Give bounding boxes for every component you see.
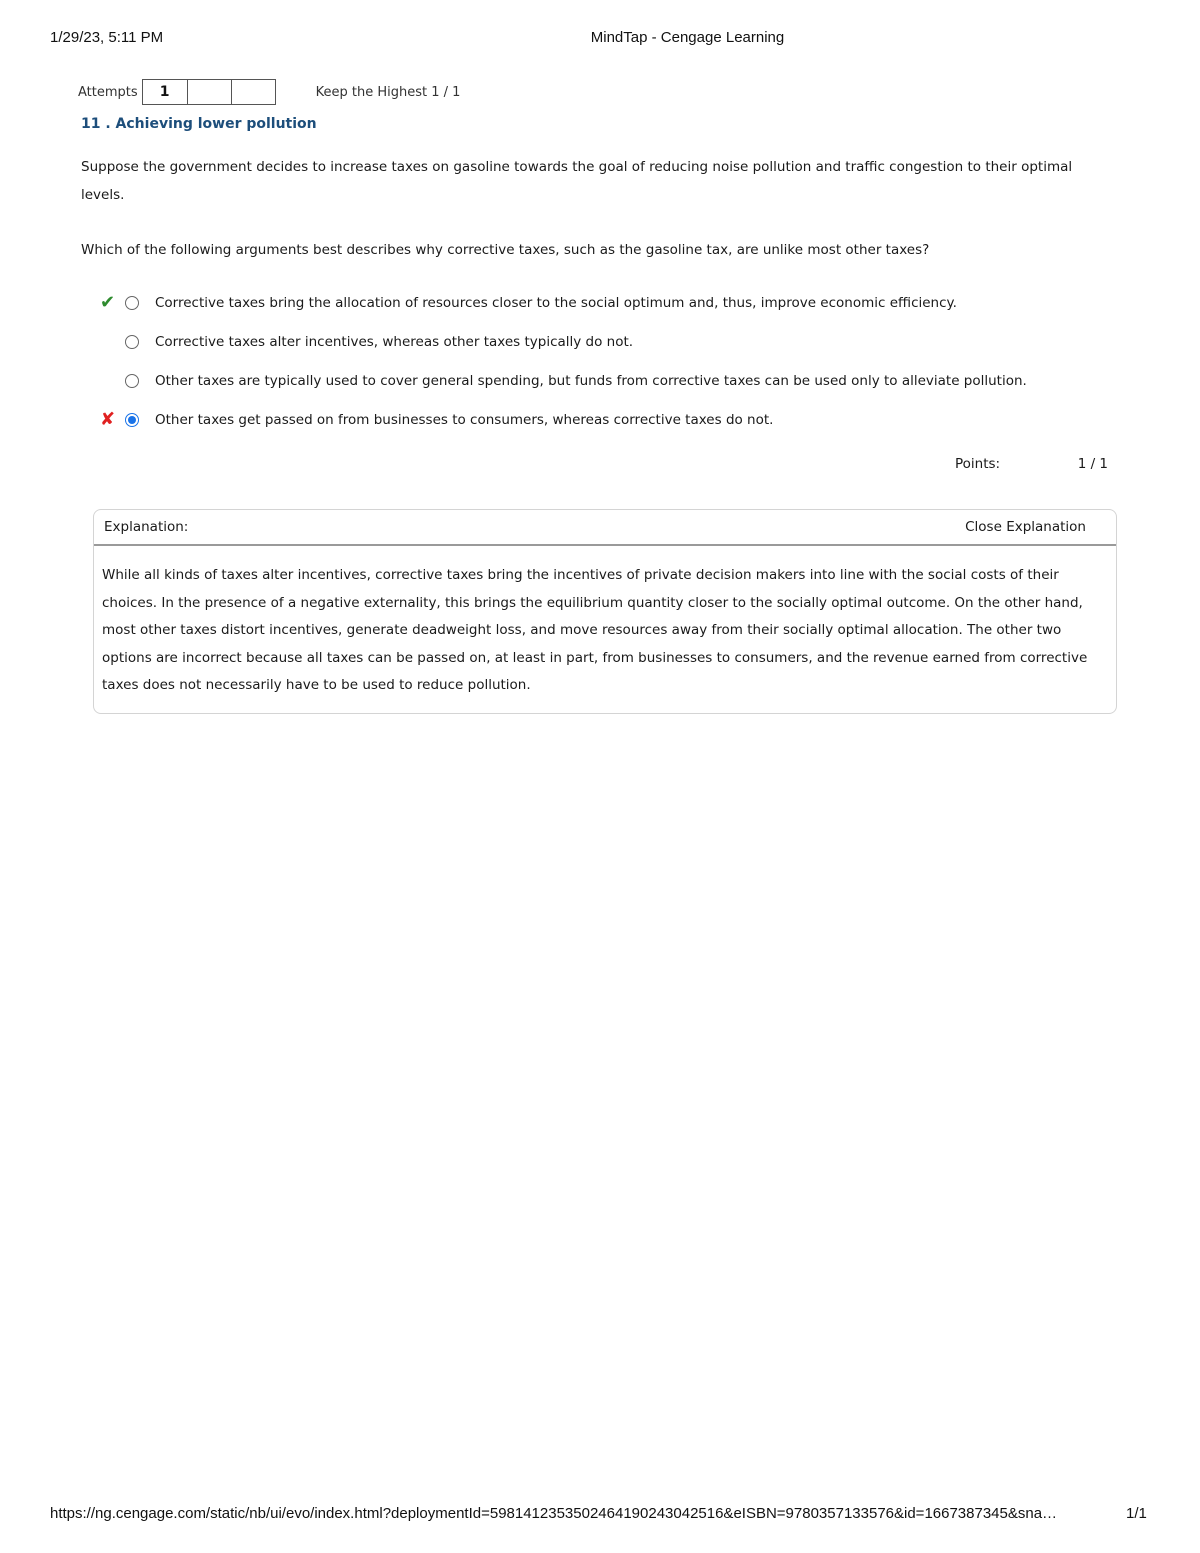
answer-options — [100, 283, 1110, 439]
close-explanation-link[interactable]: Close Explanation — [965, 519, 1086, 535]
answer-option[interactable] — [100, 361, 1110, 400]
radio-button-selected[interactable] — [125, 413, 139, 427]
option-label: Corrective taxes bring the allocation of resources closer to the social optimum and, thus, improve economic efficiency. — [155, 294, 957, 311]
radio-button[interactable] — [125, 335, 139, 349]
points-row — [955, 456, 1110, 472]
points-label: Points: — [955, 456, 1001, 472]
option-label: Other taxes are typically used to cover general spending, but funds from corrective taxes can be used only to alleviate pollution. — [155, 372, 1027, 389]
attempt-box-1: 1 — [142, 79, 188, 105]
attempts-label: Attempts — [78, 84, 138, 100]
answer-option[interactable] — [100, 400, 1110, 439]
answer-option[interactable] — [100, 322, 1110, 361]
print-url: https://ng.cengage.com/static/nb/ui/evo/index.html?deploymentId=5981412353502464190243042516&eISBN=9780357133576&id=1667387345&sna… — [50, 1505, 1058, 1522]
option-label: Other taxes get passed on from businesses to consumers, whereas corrective taxes do not. — [155, 411, 774, 428]
attempt-box-3 — [232, 79, 276, 105]
print-header — [0, 29, 1200, 49]
option-label: Corrective taxes alter incentives, whereas other taxes typically do not. — [155, 333, 634, 350]
print-footer — [0, 1505, 1200, 1525]
points-value: 1 / 1 — [1077, 456, 1108, 472]
keep-highest-text: Keep the Highest 1 / 1 — [315, 84, 461, 100]
radio-button[interactable] — [125, 296, 139, 310]
explanation-header — [94, 510, 1116, 546]
correct-check-icon: ✔ — [100, 292, 116, 313]
question-instruction: Which of the following arguments best describes why corrective taxes, such as the gasoline tax, are unlike most other taxes? — [81, 242, 930, 258]
explanation-label: Explanation: — [104, 519, 189, 535]
print-page-title: MindTap - Cengage Learning — [590, 29, 785, 46]
radio-button[interactable] — [125, 374, 139, 388]
question-title: 11 . Achieving lower pollution — [81, 116, 317, 132]
explanation-text: While all kinds of taxes alter incentives, corrective taxes bring the incentives of private decision makers into line with the social costs of their choices. In the presence of a negative externality, this brings the equilibrium quantity closer to the socially optimal outcome. On the other hand, most other taxes distort incentives, generate deadweight loss, and move resources away from their socially optimal allocation. The other two options are incorrect because all taxes can be passed on, at least in part, from businesses to consumers, and the revenue earned from corrective taxes does not necessarily have to be used to reduce pollution. — [102, 567, 1088, 693]
print-page-number: 1/1 — [1126, 1505, 1147, 1522]
print-datetime: 1/29/23, 5:11 PM — [50, 29, 164, 46]
attempt-box-2 — [188, 79, 232, 105]
attempts-row — [78, 78, 460, 106]
answer-option[interactable] — [100, 283, 1110, 322]
incorrect-x-icon: ✘ — [100, 409, 116, 430]
question-prompt: Suppose the government decides to increase taxes on gasoline towards the goal of reducing noise pollution and traffic congestion to their optimal levels. — [81, 159, 1073, 203]
explanation-panel — [93, 509, 1117, 714]
